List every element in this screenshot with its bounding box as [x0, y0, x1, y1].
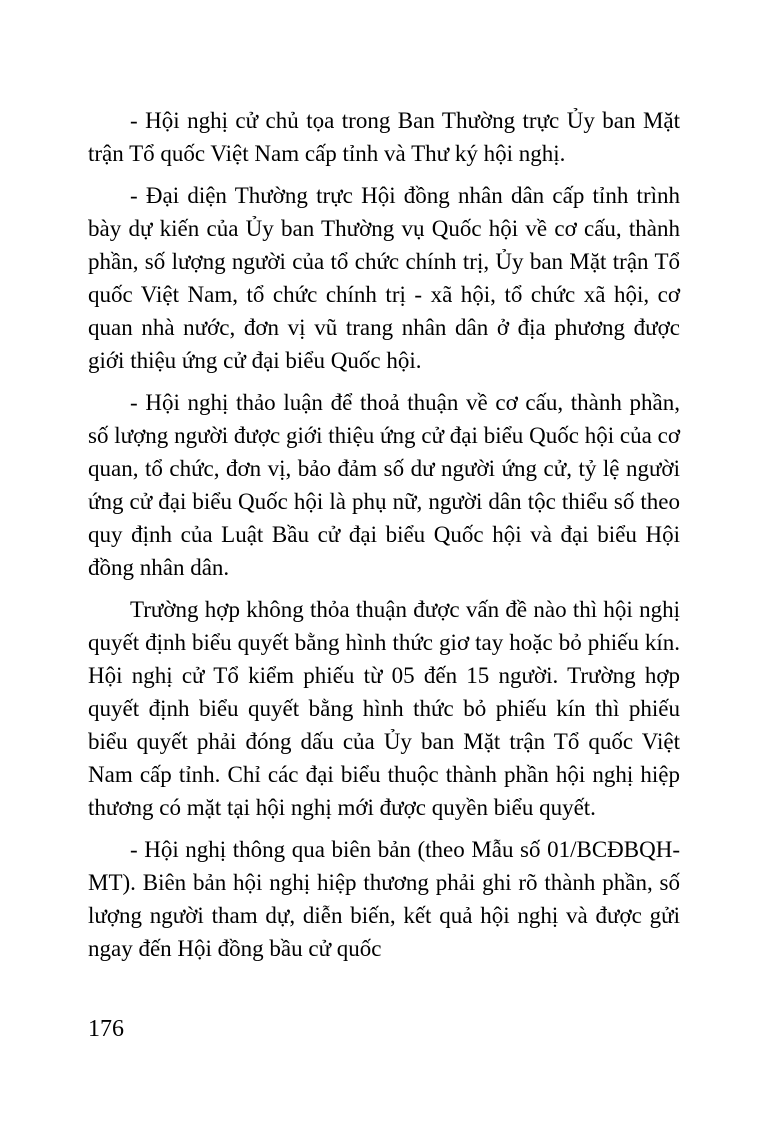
page-number: 176 — [88, 1016, 124, 1042]
text-block — [88, 104, 680, 974]
paragraph: Trường hợp không thỏa thuận được vấn đề nào thì hội nghị quyết định biểu quyết bằng hình thức giơ tay hoặc bỏ phiếu kín. Hội nghị cử Tổ kiểm phiếu từ 05 đến 15 người. Trường hợp quyết định biểu quyết bằng hình thức bỏ phiếu kín thì phiếu biểu quyết phải đóng dấu của Ủy ban Mặt trận Tổ quốc Việt Nam cấp tỉnh. Chỉ các đại biểu thuộc thành phần hội nghị hiệp thương có mặt tại hội nghị mới được quyền biểu quyết. — [88, 597, 680, 820]
paragraph: - Hội nghị cử chủ tọa trong Ban Thường trực Ủy ban Mặt trận Tổ quốc Việt Nam cấp tỉnh và Thư ký hội nghị. — [88, 108, 680, 166]
paragraph: - Đại diện Thường trực Hội đồng nhân dân cấp tỉnh trình bày dự kiến của Ủy ban Thường vụ Quốc hội về cơ cấu, thành phần, số lượng người của tổ chức chính trị, Ủy ban Mặt trận Tổ quốc Việt Nam, tổ chức chính trị - xã hội, tổ chức xã hội, cơ quan nhà nước, đơn vị vũ trang nhân dân ở địa phương được giới thiệu ứng cử đại biểu Quốc hội. — [88, 183, 680, 373]
paragraph: - Hội nghị thảo luận để thoả thuận về cơ cấu, thành phần, số lượng người được giới thiệu ứng cử đại biểu Quốc hội của cơ quan, tổ chức, đơn vị, bảo đảm số dư người ứng cử, tỷ lệ người ứng cử đại biểu Quốc hội là phụ nữ, người dân tộc thiểu số theo quy định của Luật Bầu cử đại biểu Quốc hội và đại biểu Hội đồng nhân dân. — [88, 390, 680, 580]
paragraph: - Hội nghị thông qua biên bản (theo Mẫu số 01/BCĐBQH-MT). Biên bản hội nghị hiệp thương phải ghi rõ thành phần, số lượng người tham dự, diễn biến, kết quả hội nghị và được gửi ngay đến Hội đồng bầu cử quốc — [88, 837, 680, 961]
